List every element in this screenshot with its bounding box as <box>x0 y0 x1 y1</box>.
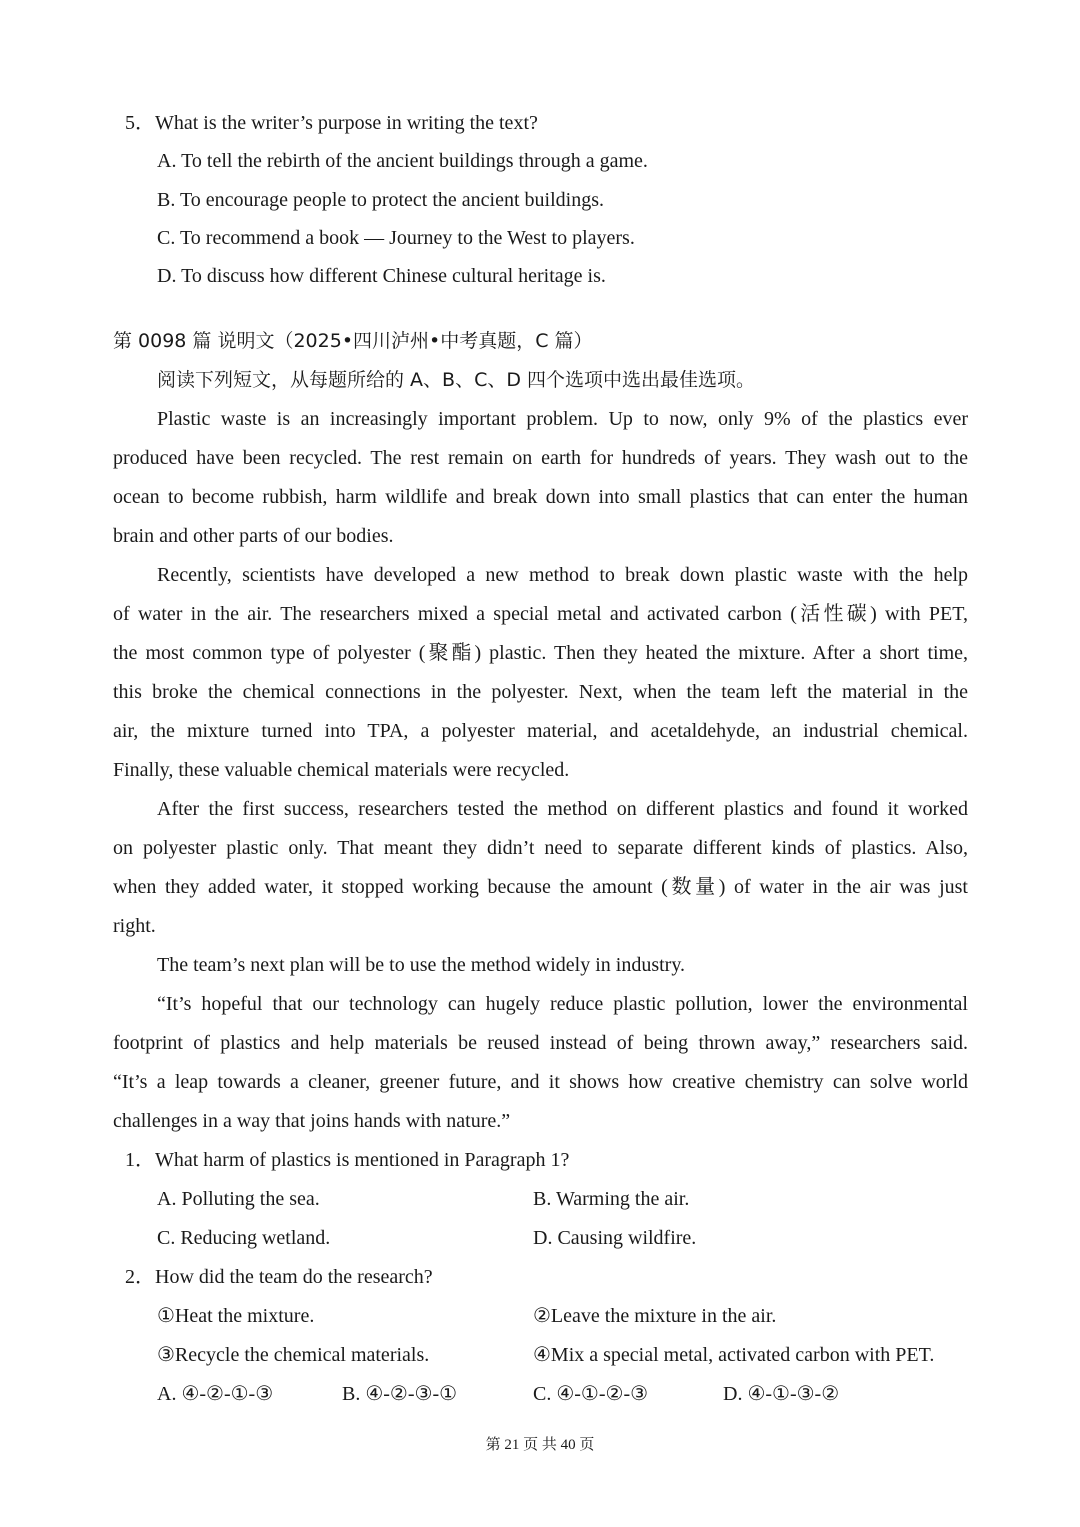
option: A. To tell the rebirth of the ancient buildings through a game. <box>157 150 648 173</box>
option: D. ④-①-③-② <box>723 1383 840 1405</box>
passage <box>113 400 968 1141</box>
reading-section <box>113 322 968 1414</box>
option: D. To discuss how different Chinese cultural heritage is. <box>157 265 606 288</box>
option-row <box>113 1180 968 1219</box>
passage-line: air, the mixture turned into TPA, a polyester material, and acetaldehyde, an industrial chemical. <box>113 720 968 742</box>
option: B. Warming the air. <box>533 1188 690 1210</box>
passage-line: on polyester plastic only. That meant they didn’t need to separate different kinds of plastics. Also, <box>113 837 968 859</box>
option: D. Causing wildfire. <box>533 1227 697 1249</box>
previous-question <box>113 104 968 295</box>
passage-line: “It’s a leap towards a cleaner, greener future, and it shows how creative chemistry can solve world <box>113 1071 968 1093</box>
passage-line: Finally, these valuable chemical materials were recycled. <box>113 759 570 781</box>
option: B. To encourage people to protect the ancient buildings. <box>157 188 604 211</box>
step: ①Heat the mixture. <box>157 1305 315 1327</box>
step: ③Recycle the chemical materials. <box>157 1344 430 1366</box>
passage-line: produced have been recycled. The rest remain on earth for hundreds of years. They wash out to the <box>113 447 968 469</box>
step-row <box>113 1297 968 1336</box>
passage-line: this broke the chemical connections in the polyester. Next, when the team left the material in the <box>113 681 968 703</box>
step: ②Leave the mixture in the air. <box>533 1305 777 1327</box>
passage-line: The team’s next plan will be to use the method widely in industry. <box>157 954 686 976</box>
option-row <box>113 1219 968 1258</box>
option: C. To recommend a book — Journey to the West to players. <box>157 226 635 249</box>
instruction: 阅读下列短文，从每题所给的 A、B、C、D 四个选项中选出最佳选项。 <box>157 369 756 391</box>
step: ④Mix a special metal, activated carbon with PET. <box>533 1344 935 1366</box>
passage-line: brain and other parts of our bodies. <box>113 525 394 547</box>
passage-line: Plastic waste is an increasingly important problem. Up to now, only 9% of the plastics ever <box>157 408 968 430</box>
question-stem: 2．How did the team do the research? <box>125 1266 433 1288</box>
passage-line: the most common type of polyester (聚酯) plastic. Then they heated the mixture. After a short time, <box>113 642 968 664</box>
question-stem: 1．What harm of plastics is mentioned in Paragraph 1? <box>125 1149 570 1171</box>
option: A. ④-②-①-③ <box>157 1383 274 1405</box>
passage-line: After the first success, researchers tested the method on different plastics and found it worked <box>157 798 968 820</box>
question-stem: 5．What is the writer’s purpose in writing the text? <box>125 112 538 134</box>
section-heading: 第 0098 篇 说明文（2025•四川泸州•中考真题，C 篇） <box>113 330 593 352</box>
passage-line: right. <box>113 915 156 937</box>
passage-line: challenges in a way that joins hands with nature.” <box>113 1110 511 1132</box>
option: A. Polluting the sea. <box>157 1188 320 1210</box>
passage-line: of water in the air. The researchers mixed a special metal and activated carbon (活性碳) with PET, <box>113 603 968 625</box>
option-row <box>113 1375 968 1414</box>
passage-line: Recently, scientists have developed a new method to break down plastic waste with the help <box>157 564 968 586</box>
option: C. Reducing wetland. <box>157 1227 331 1249</box>
page-footer: 第 21 页 共 40 页 <box>485 1437 595 1453</box>
passage-line: footprint of plastics and help materials be reused instead of being thrown away,” researchers said. <box>113 1032 968 1054</box>
passage-line: ocean to become rubbish, harm wildlife and break down into small plastics that can enter the human <box>113 486 968 508</box>
passage-line: when they added water, it stopped working because the amount (数量) of water in the air was just <box>113 876 968 898</box>
option: B. ④-②-③-① <box>342 1383 458 1405</box>
passage-line: “It’s hopeful that our technology can hugely reduce plastic pollution, lower the environmental <box>157 993 968 1015</box>
step-row <box>113 1336 968 1375</box>
option: C. ④-①-②-③ <box>533 1383 649 1405</box>
